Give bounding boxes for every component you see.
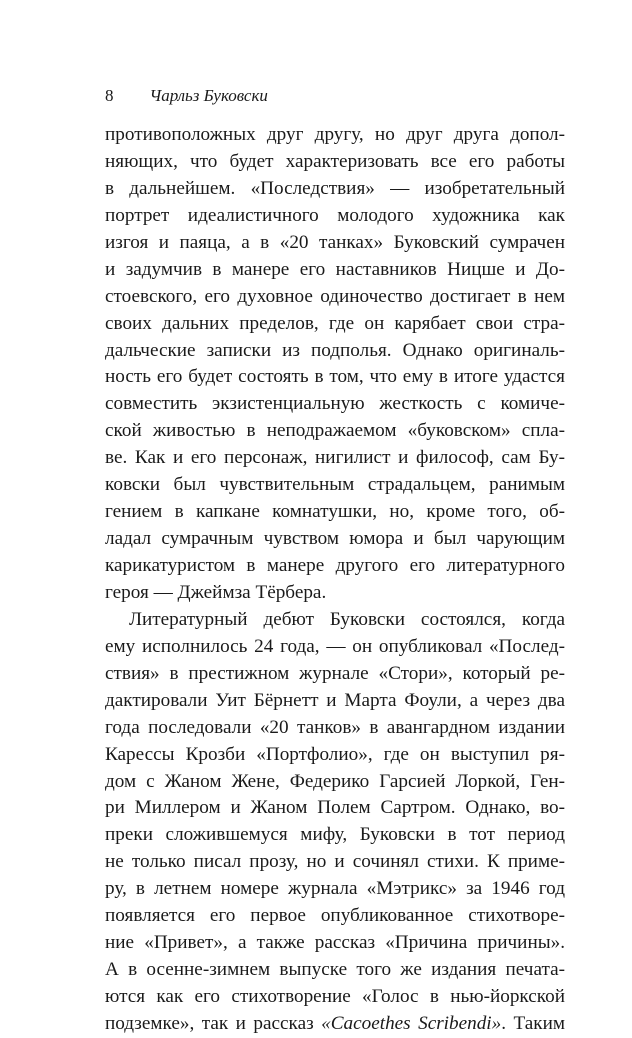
text-line: появляется его первое опубликованное стихотворе- [105, 905, 565, 927]
page-number: 8 [105, 86, 114, 105]
text-line: ской живостью в неподражаемом «буковском» спла- [105, 420, 565, 442]
text-line: ность его будет состоять в том, что ему в итоге удастся [105, 366, 565, 388]
text-line: дом с Жаном Жене, Федерико Гарсией Лоркой, Ген- [105, 770, 565, 792]
text-line: изгоя и паяца, а в «20 танках» Буковский сумрачен [105, 231, 565, 253]
text-run: подземке», так и рассказ [105, 1012, 322, 1034]
text-line: ние «Привет», а также рассказ «Причина причины». [105, 932, 565, 954]
running-header [105, 86, 268, 106]
text-line: года последовали «20 танков» в авангардном издании [105, 716, 565, 738]
text-line: А в осенне-зимнем выпуске того же издания печата- [105, 959, 565, 981]
italic-title: «Cacoethes Scribendi» [321, 1012, 502, 1034]
running-title: Чарльз Буковски [149, 86, 268, 105]
text-line: карикатуристом в манере другого его литературного [105, 555, 565, 576]
paragraph [105, 607, 565, 1038]
text-run: . Таким [501, 1012, 565, 1034]
text-line: противоположных друг другу, но друг друга допол- [105, 124, 565, 145]
text-line: ему исполнилось 24 года, — он опубликовал «Послед- [105, 635, 565, 657]
text-line: совместить экзистенциальную жесткость с комиче- [105, 393, 565, 415]
text-line: ются как его стихотворение «Голос в нью-йоркской [105, 986, 565, 1007]
text-line: героя — Джеймза Тёрбера. [105, 581, 327, 603]
text-line: преки сложившемуся мифу, Буковски в тот период [105, 824, 565, 846]
text-line [105, 1011, 565, 1038]
text-line: ве. Как и его персонаж, нигилист и философ, сам Бу- [105, 447, 565, 469]
text-line: Карессы Крозби «Портфолио», где он выступил ря- [105, 743, 565, 765]
text-line: портрет идеалистичного молодого художника как [105, 204, 565, 226]
text-line: ладал сумрачным чувством юмора и был чарующим [105, 528, 565, 550]
text-line: ри Миллером и Жаном Полем Сартром. Однако, во- [105, 797, 565, 819]
text-line: и задумчив в манере его наставников Ницше и До- [105, 258, 565, 280]
text-line: ру, в летнем номере журнала «Мэтрикс» за 1946 год [105, 878, 565, 900]
body-text [105, 122, 565, 1038]
text-line: ковски был чувствительным страдальцем, ранимым [105, 474, 565, 496]
text-line: в дальнейшем. «Последствия» — изобретательный [105, 177, 565, 199]
text-line: дактировали Уит Бёрнетт и Марта Фоули, а через два [105, 689, 565, 711]
text-line: ствия» в престижном журнале «Стори», который ре- [105, 662, 565, 684]
text-line: Литературный дебют Буковски состоялся, когда [129, 608, 565, 630]
text-line: не только писал прозу, но и сочинял стихи. К приме- [105, 851, 565, 873]
text-line: своих дальних пределов, где он карябает свои стра- [105, 312, 565, 334]
paragraph [105, 122, 565, 607]
text-line: гением в капкане комнатушки, но, кроме того, об- [105, 501, 565, 523]
text-line: няющих, что будет характеризовать все его работы [105, 150, 565, 172]
text-line: дальческие записки из подполья. Однако оригиналь- [105, 339, 565, 361]
text-line: стоевского, его духовное одиночество достигает в нем [105, 285, 565, 307]
